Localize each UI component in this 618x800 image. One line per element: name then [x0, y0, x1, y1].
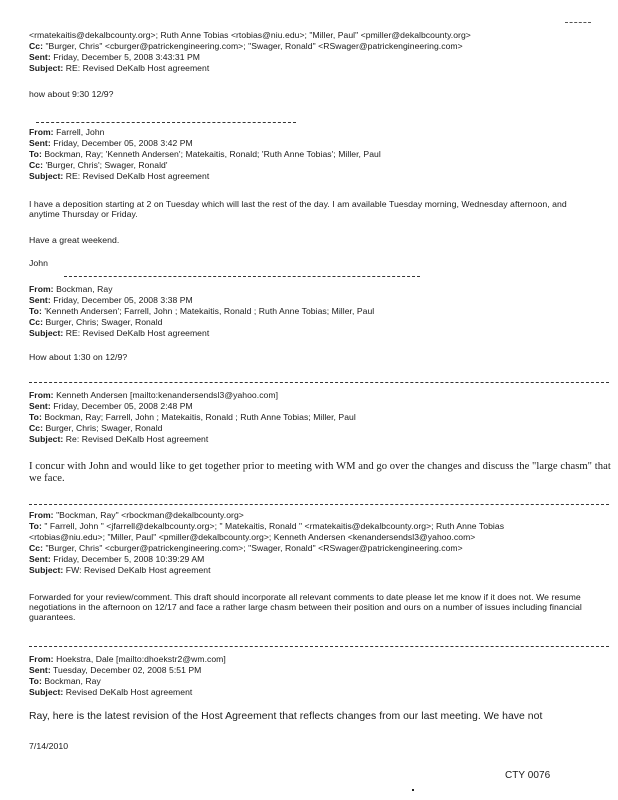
- header-body: how about 9:30 12/9?: [29, 89, 114, 99]
- to-label: To:: [29, 306, 42, 316]
- email2-sent-value: Friday, December 05, 2008 3:38 PM: [53, 295, 193, 305]
- header-sent-value: Friday, December 5, 2008 3:43:31 PM: [53, 52, 200, 62]
- to-label: To:: [29, 676, 42, 686]
- email5-sent: [29, 665, 201, 675]
- email4-to: [29, 521, 504, 531]
- email4-sent-value: Friday, December 5, 2008 10:39:29 AM: [53, 554, 205, 564]
- separator-rule: [29, 646, 609, 647]
- email5-to-value: Bockman, Ray: [44, 676, 101, 686]
- email1-signature: John: [29, 258, 49, 268]
- email1-subject: [29, 171, 209, 181]
- to-label: To:: [29, 149, 42, 159]
- cc-label: Cc:: [29, 543, 43, 553]
- email1-cc: [29, 160, 168, 170]
- sent-label: Sent:: [29, 138, 51, 148]
- separator-rule: [64, 276, 420, 277]
- sent-label: Sent:: [29, 554, 51, 564]
- from-label: From:: [29, 390, 54, 400]
- email3-subject: [29, 434, 208, 444]
- email4-body: Forwarded for your review/comment. This draft should incorporate all relevant comments to date please let me know if it does not. We resume negotiations in the afternoon on 12/17 and face a rather large chasm between their position and ours on a number of issues including financial guarantees.: [29, 592, 582, 622]
- email4-subject-value: FW: Revised DeKalb Host agreement: [65, 565, 211, 575]
- cc-label: Cc:: [29, 160, 43, 170]
- scan-speck: [412, 789, 414, 791]
- email5-subject: [29, 687, 192, 697]
- header-sent: [29, 52, 200, 62]
- email3-to: [29, 412, 356, 422]
- email5-body: Ray, here is the latest revision of the Host Agreement that reflects changes from our last meeting. We have not: [29, 711, 543, 722]
- print-date: 7/14/2010: [29, 741, 69, 751]
- subject-label: Subject:: [29, 565, 64, 575]
- email3-sent-value: Friday, December 05, 2008 2:48 PM: [53, 401, 193, 411]
- email5-sent-value: Tuesday, December 02, 2008 5:51 PM: [53, 665, 202, 675]
- cc-label: Cc:: [29, 41, 43, 51]
- to-label: To:: [29, 521, 42, 531]
- email2-subject: [29, 328, 209, 338]
- subject-label: Subject:: [29, 171, 64, 181]
- header-to-continued: <rmatekaitis@dekalbcounty.org>; Ruth Anne Tobias <rtobias@niu.edu>; "Miller, Paul" <pmiller@dekalbcounty.org>: [29, 30, 471, 40]
- email5-subject-value: Revised DeKalb Host agreement: [65, 687, 193, 697]
- email3-from-value: Kenneth Andersen [mailto:kenandersendsl3@yahoo.com]: [56, 390, 279, 400]
- email3-cc: [29, 423, 163, 433]
- email2-subject-value: RE: Revised DeKalb Host agreement: [65, 328, 210, 338]
- separator-rule: [29, 504, 609, 505]
- email2-body: How about 1:30 on 12/9?: [29, 352, 128, 362]
- email1-from-value: Farrell, John: [56, 127, 105, 137]
- email5-from-value: Hoekstra, Dale [mailto:dhoekstr2@wm.com]: [56, 654, 226, 664]
- sent-label: Sent:: [29, 295, 51, 305]
- email2-from-value: Bockman, Ray: [56, 284, 113, 294]
- header-subject-value: RE: Revised DeKalb Host agreement: [65, 63, 210, 73]
- email2-from: [29, 284, 113, 294]
- email5-to: [29, 676, 101, 686]
- email2-sent: [29, 295, 193, 305]
- email3-cc-value: Burger, Chris; Swager, Ronald: [45, 423, 163, 433]
- email1-from: [29, 127, 104, 137]
- email1-to-value: Bockman, Ray; 'Kenneth Andersen'; Matekaitis, Ronald; 'Ruth Anne Tobias'; Miller, Paul: [44, 149, 381, 159]
- email4-subject: [29, 565, 211, 575]
- bates-number: CTY 0076: [505, 770, 551, 781]
- email3-to-value: Bockman, Ray; Farrell, John ; Matekaitis, Ronald ; Ruth Anne Tobias; Miller, Paul: [44, 412, 356, 422]
- email4-to-continued: <rtobias@niu.edu>; "Miller, Paul" <pmiller@dekalbcounty.org>; Kenneth Andersen <kenandersendsl3@yahoo.com>: [29, 532, 476, 542]
- email1-sent: [29, 138, 193, 148]
- email3-from: [29, 390, 278, 400]
- separator-rule: [29, 382, 609, 383]
- email1-subject-value: RE: Revised DeKalb Host agreement: [65, 171, 210, 181]
- email2-to: [29, 306, 374, 316]
- email4-to-value-1: " Farrell, John " <jfarrell@dekalbcounty.org>; " Matekaitis, Ronald " <rmatekaitis@dekalbcounty.org>; Ruth Anne Tobias: [44, 521, 505, 531]
- cc-label: Cc:: [29, 423, 43, 433]
- cc-label: Cc:: [29, 317, 43, 327]
- email3-sent: [29, 401, 193, 411]
- subject-label: Subject:: [29, 687, 64, 697]
- header-subject: [29, 63, 209, 73]
- scan-mark: [565, 22, 591, 23]
- email4-cc: [29, 543, 463, 553]
- email1-to: [29, 149, 381, 159]
- sent-label: Sent:: [29, 52, 51, 62]
- email2-cc-value: Burger, Chris; Swager, Ronald: [45, 317, 163, 327]
- subject-label: Subject:: [29, 434, 64, 444]
- subject-label: Subject:: [29, 328, 64, 338]
- from-label: From:: [29, 654, 54, 664]
- header-cc: [29, 41, 463, 51]
- from-label: From:: [29, 284, 54, 294]
- email3-subject-value: Re: Revised DeKalb Host agreement: [65, 434, 209, 444]
- subject-label: Subject:: [29, 63, 64, 73]
- separator-rule: [36, 122, 296, 123]
- email4-sent: [29, 554, 204, 564]
- email2-to-value: 'Kenneth Andersen'; Farrell, John ; Matekaitis, Ronald ; Ruth Anne Tobias; Miller, Paul: [44, 306, 375, 316]
- sent-label: Sent:: [29, 665, 51, 675]
- email2-cc: [29, 317, 163, 327]
- from-label: From:: [29, 510, 54, 520]
- email1-closing: Have a great weekend.: [29, 235, 120, 245]
- from-label: From:: [29, 127, 54, 137]
- email4-from: [29, 510, 244, 520]
- sent-label: Sent:: [29, 401, 51, 411]
- email1-cc-value: 'Burger, Chris'; Swager, Ronald': [45, 160, 168, 170]
- header-cc-value: "Burger, Chris" <cburger@patrickengineering.com>; "Swager, Ronald" <RSwager@patrickengineering.com>: [45, 41, 463, 51]
- to-label: To:: [29, 412, 42, 422]
- email3-body: I concur with John and would like to get together prior to meeting with WM and go over the changes and discuss the "large chasm" that we face.: [29, 461, 611, 484]
- email1-sent-value: Friday, December 05, 2008 3:42 PM: [53, 138, 193, 148]
- email4-cc-value: "Burger, Chris" <cburger@patrickengineering.com>; "Swager, Ronald" <RSwager@patrickengineering.com>: [45, 543, 463, 553]
- email1-body: I have a deposition starting at 2 on Tuesday which will last the rest of the day. I am available Tuesday morning, Wednesday afternoon, and anytime Thursday or Friday.: [29, 199, 567, 219]
- email5-from: [29, 654, 226, 664]
- email4-from-value: "Bockman, Ray" <rbockman@dekalbcounty.org>: [56, 510, 244, 520]
